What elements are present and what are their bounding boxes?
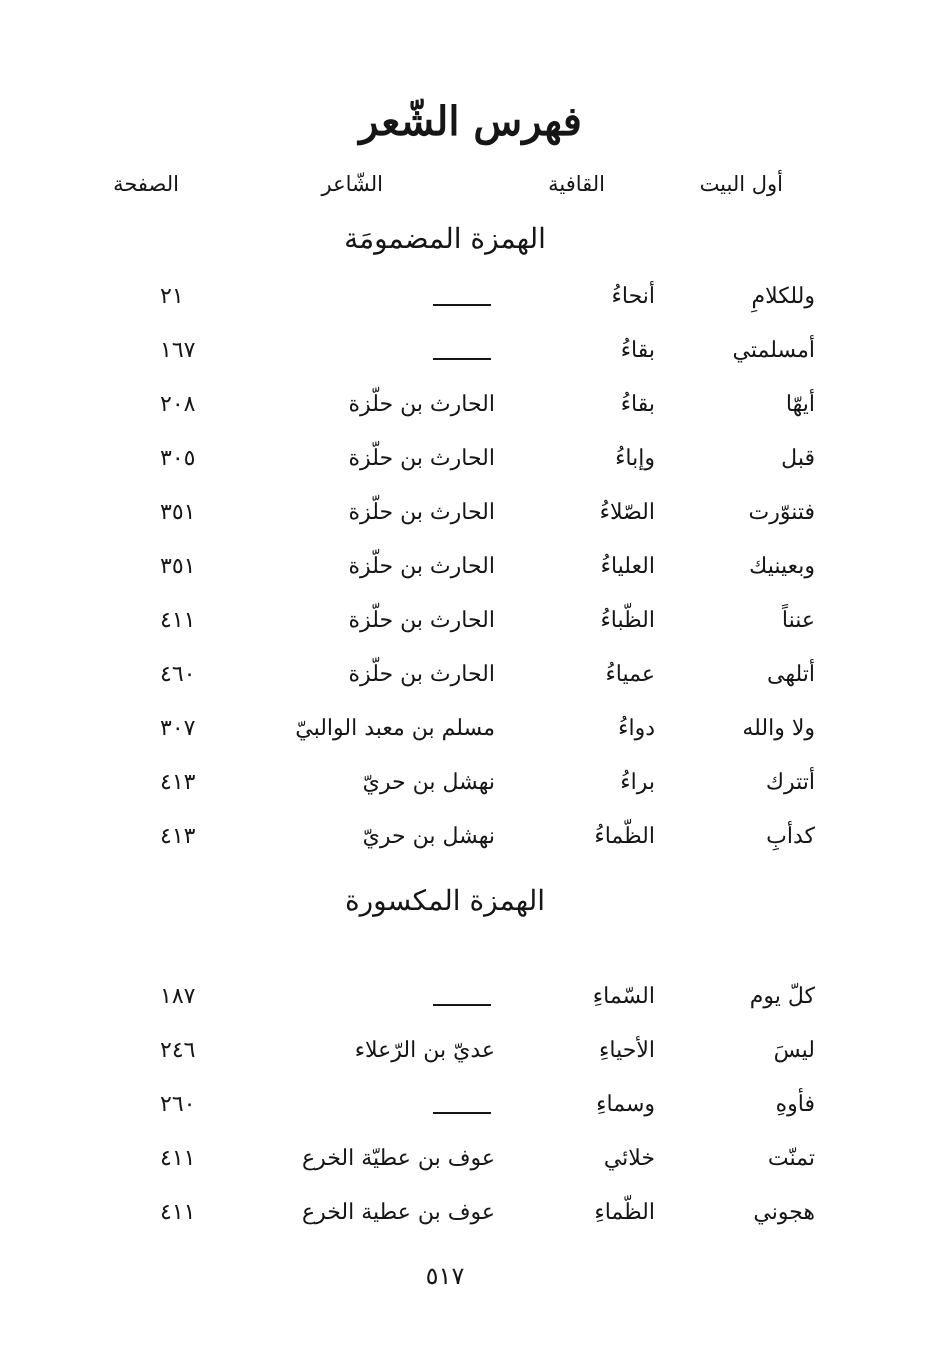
rhyme-cell: أنحاءُ — [611, 284, 655, 309]
table-row — [0, 392, 941, 432]
table-row — [0, 1092, 941, 1132]
page-title: فهرس الشّعر — [359, 98, 582, 145]
rhyme-cell: بقاءُ — [620, 392, 655, 417]
rhyme-cell: خلائي — [603, 1146, 655, 1171]
page-cell: ١٦٧ — [160, 338, 196, 363]
table-row — [0, 984, 941, 1024]
page-cell: ٤١٣ — [160, 824, 196, 849]
poet-cell: مسلم بن معبد الوالبيّ — [295, 716, 495, 741]
page-cell: ٢١ — [160, 284, 184, 309]
first-verse-cell: تمنّت — [767, 1146, 815, 1171]
table-row — [0, 824, 941, 864]
first-verse-cell: أتلهى — [767, 662, 815, 687]
poet-cell: الحارث بن حلّزة — [348, 554, 495, 579]
first-verse-cell: أتترك — [765, 770, 815, 795]
rhyme-cell: وسماءِ — [596, 1092, 655, 1117]
first-verse-cell: أمسلمتي — [732, 338, 815, 363]
rhyme-cell: وإباءُ — [615, 446, 655, 471]
poet-cell: الحارث بن حلّزة — [348, 446, 495, 471]
page-cell: ٣٥١ — [160, 500, 196, 525]
poet-cell: الحارث بن حلّزة — [348, 500, 495, 525]
poet-cell: عديّ بن الرّعلاء — [354, 1038, 495, 1063]
page-number: ٥١٧ — [425, 1262, 465, 1290]
first-verse-cell: كدأبِ — [766, 824, 815, 849]
page-cell: ٢٤٦ — [160, 1038, 196, 1063]
table-row — [0, 338, 941, 378]
rhyme-cell: العلياءُ — [600, 554, 655, 579]
table-row — [0, 662, 941, 702]
section-heading: الهمزة المكسورة — [344, 884, 546, 917]
page-cell: ٤١٣ — [160, 770, 196, 795]
page-cell: ١٨٧ — [160, 984, 196, 1009]
first-verse-cell: قبل — [781, 446, 815, 471]
header-page: الصفحة — [113, 172, 179, 196]
rhyme-cell: الأحياءِ — [599, 1038, 655, 1063]
page-cell: ٤١١ — [160, 1146, 196, 1171]
rhyme-cell: دواءُ — [618, 716, 655, 741]
poet-cell: الحارث بن حلّزة — [348, 608, 495, 633]
rhyme-cell: عمياءُ — [605, 662, 655, 687]
rhyme-cell: الصّلاءُ — [599, 500, 655, 525]
header-rhyme: القافية — [548, 172, 605, 196]
page-cell: ٤١١ — [160, 1200, 196, 1225]
table-row — [0, 1200, 941, 1240]
first-verse-cell: عنناً — [781, 608, 815, 633]
poet-cell: نهشل بن حريّ — [362, 824, 495, 849]
poet-cell: الحارث بن حلّزة — [348, 662, 495, 687]
rhyme-cell: الظّباءُ — [600, 608, 655, 633]
first-verse-cell: ليسَ — [773, 1038, 815, 1063]
header-poet: الشّاعر — [321, 172, 383, 196]
first-verse-cell: وللكلامِ — [751, 284, 815, 309]
table-row — [0, 554, 941, 594]
first-verse-cell: ولا والله — [742, 716, 815, 741]
page-cell: ٢٠٨ — [160, 392, 196, 417]
page-cell: ٣٠٥ — [160, 446, 196, 471]
page-cell: ٣٠٧ — [160, 716, 196, 741]
first-verse-cell: فأوهِ — [775, 1092, 815, 1117]
table-row — [0, 500, 941, 540]
rhyme-cell: بقاءُ — [620, 338, 655, 363]
poet-cell: الحارث بن حلّزة — [348, 392, 495, 417]
poet-unknown-dash — [433, 1004, 491, 1006]
poet-cell: نهشل بن حريّ — [362, 770, 495, 795]
page-cell: ٣٥١ — [160, 554, 196, 579]
first-verse-cell: كلّ يوم — [749, 984, 815, 1009]
page-cell: ٤١١ — [160, 608, 196, 633]
first-verse-cell: وبعينيك — [749, 554, 815, 579]
first-verse-cell: هجوني — [753, 1200, 815, 1225]
poet-cell: عوف بن عطية الخرع — [301, 1200, 495, 1225]
first-verse-cell: فتنوّرت — [748, 500, 815, 525]
page-cell: ٤٦٠ — [160, 662, 196, 687]
page-cell: ٢٦٠ — [160, 1092, 196, 1117]
rhyme-cell: الظّماءِ — [594, 1200, 655, 1225]
table-row — [0, 608, 941, 648]
table-row — [0, 716, 941, 756]
rhyme-cell: الظّماءُ — [594, 824, 655, 849]
table-row — [0, 284, 941, 324]
table-row — [0, 1038, 941, 1078]
header-first-verse: أول البيت — [699, 172, 783, 196]
table-row — [0, 1146, 941, 1186]
table-row — [0, 770, 941, 810]
rhyme-cell: براءُ — [620, 770, 655, 795]
section-heading: الهمزة المضمومَة — [344, 222, 546, 255]
poet-cell: عوف بن عطيّة الخرع — [301, 1146, 495, 1171]
poet-unknown-dash — [433, 304, 491, 306]
rhyme-cell: السّماءِ — [592, 984, 655, 1009]
first-verse-cell: أيهّا — [785, 392, 815, 417]
poet-unknown-dash — [433, 358, 491, 360]
poet-unknown-dash — [433, 1112, 491, 1114]
table-row — [0, 446, 941, 486]
